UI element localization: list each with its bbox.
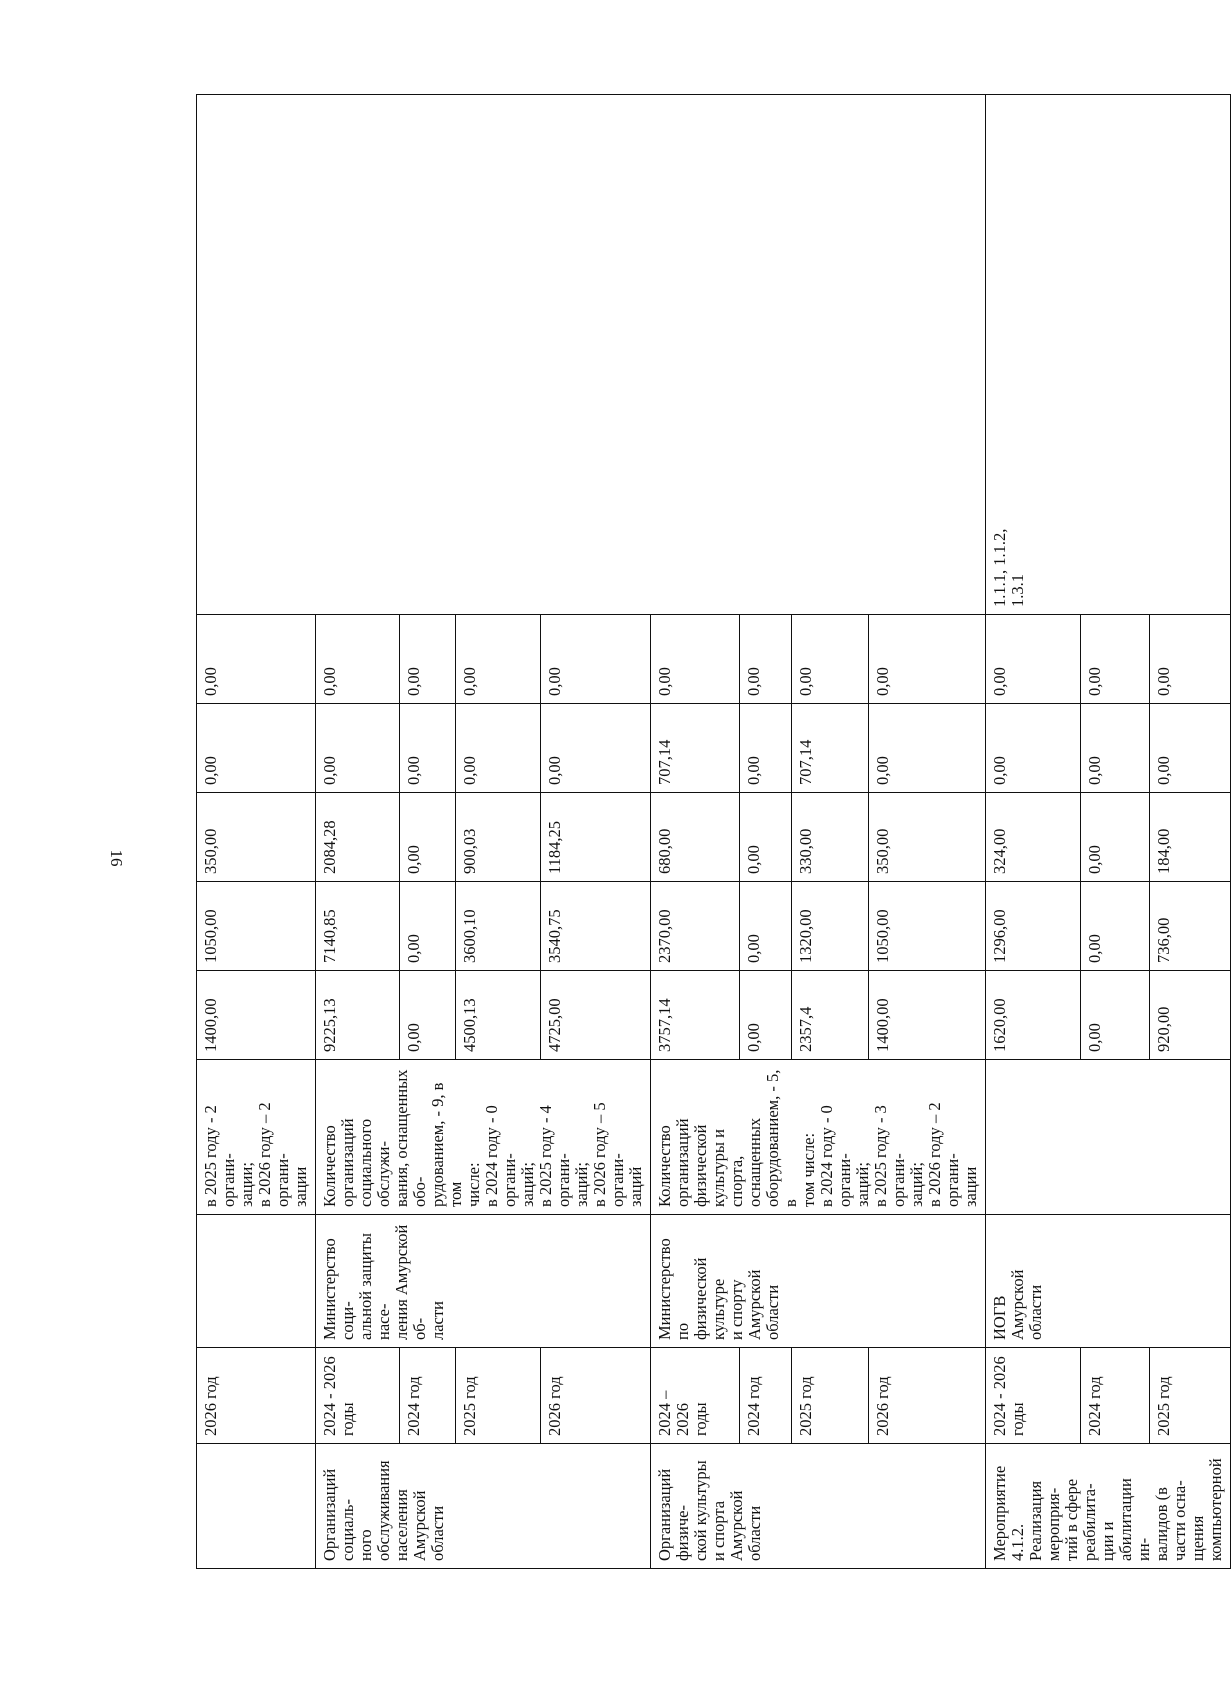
value-federal: 0,00 — [399, 882, 455, 971]
value-federal: 2370,00 — [651, 882, 740, 971]
value-other: 0,00 — [740, 615, 792, 704]
value-total: 9225,13 — [316, 971, 400, 1060]
year-cell: 2026 год — [540, 1348, 650, 1444]
value-local: 0,00 — [1149, 704, 1230, 793]
value-regional: 1184,25 — [540, 793, 650, 882]
value-total: 0,00 — [1081, 971, 1149, 1060]
value-regional: 350,00 — [197, 793, 316, 882]
value-regional: 0,00 — [399, 793, 455, 882]
reference-cell: 1.1.1, 1.1.2, 1.3.1 — [986, 95, 1231, 615]
year-cell: 2026 год — [197, 1348, 316, 1444]
year-cell: 2024 - 2026 годы — [316, 1348, 400, 1444]
value-regional: 0,00 — [740, 793, 792, 882]
value-local: 0,00 — [197, 704, 316, 793]
value-other: 0,00 — [316, 615, 400, 704]
value-local: 707,14 — [792, 704, 869, 793]
value-local: 707,14 — [651, 704, 740, 793]
value-total: 3757,14 — [651, 971, 740, 1060]
value-total: 920,00 — [1149, 971, 1230, 1060]
value-other: 0,00 — [869, 615, 986, 704]
page-number: 16 — [107, 849, 126, 867]
value-other: 0,00 — [1149, 615, 1230, 704]
program-cell: Организаций физиче- ской культуры и спорта Амурской области — [651, 1444, 986, 1569]
executor-cell-empty — [197, 1215, 316, 1348]
value-total: 4500,13 — [455, 971, 540, 1060]
value-federal: 0,00 — [1081, 882, 1149, 971]
value-total: 1400,00 — [197, 971, 316, 1060]
program-cell: Организаций социаль- ного обслуживания населения Амурской области — [316, 1444, 651, 1569]
value-regional: 680,00 — [651, 793, 740, 882]
value-federal: 3600,10 — [455, 882, 540, 971]
value-local: 0,00 — [740, 704, 792, 793]
value-local: 0,00 — [316, 704, 400, 793]
value-federal: 0,00 — [740, 882, 792, 971]
program-cell-empty — [197, 1444, 316, 1569]
value-other: 0,00 — [1081, 615, 1149, 704]
value-other: 0,00 — [399, 615, 455, 704]
value-other: 0,00 — [986, 615, 1081, 704]
value-total: 1620,00 — [986, 971, 1081, 1060]
executor-cell: ИОГВ Амурской области — [986, 1215, 1231, 1348]
value-other: 0,00 — [197, 615, 316, 704]
indicator-cell: в 2025 году - 2 органи- зации; в 2026 году – 2 органи- зации — [197, 1060, 316, 1215]
reference-cell-empty — [197, 95, 986, 615]
table-row — [986, 95, 1081, 1569]
year-cell: 2025 год — [792, 1348, 869, 1444]
value-local: 0,00 — [986, 704, 1081, 793]
year-cell: 2026 год — [869, 1348, 986, 1444]
value-federal: 1320,00 — [792, 882, 869, 971]
value-regional: 350,00 — [869, 793, 986, 882]
value-other: 0,00 — [651, 615, 740, 704]
year-cell: 2024 - 2026 годы — [986, 1348, 1081, 1444]
year-cell: 2025 год — [455, 1348, 540, 1444]
value-federal: 3540,75 — [540, 882, 650, 971]
value-federal: 7140,85 — [316, 882, 400, 971]
value-total: 1400,00 — [869, 971, 986, 1060]
value-regional: 330,00 — [792, 793, 869, 882]
value-total: 2357,4 — [792, 971, 869, 1060]
value-local: 0,00 — [540, 704, 650, 793]
value-other: 0,00 — [540, 615, 650, 704]
value-federal: 736,00 — [1149, 882, 1230, 971]
value-regional: 324,00 — [986, 793, 1081, 882]
indicator-cell: Количество организаций социального обслужи- вания, оснащенных обо- рудованием, - 9, в том числе: в 2024 году - 0 органи- заций; в 2025 году - 4 органи- заций; в 2026 году – 5 органи- заций — [316, 1060, 651, 1215]
value-total: 0,00 — [399, 971, 455, 1060]
value-regional: 0,00 — [1081, 793, 1149, 882]
year-cell: 2024 год — [740, 1348, 792, 1444]
program-cell: Мероприятие 4.1.2. Реализация мероприя- тий в сфере реабилита- ции и абилитации ин- валидов (в части осна- щения компьютерной — [986, 1444, 1231, 1569]
value-regional: 2084,28 — [316, 793, 400, 882]
value-regional: 900,03 — [455, 793, 540, 882]
executor-cell: Министерство соци- альной защиты насе- ления Амурской об- ласти — [316, 1215, 651, 1348]
value-total: 4725,00 — [540, 971, 650, 1060]
program-financing-table — [196, 94, 1231, 1569]
executor-cell: Министерство по физической культуре и спорту Амурской области — [651, 1215, 986, 1348]
value-local: 0,00 — [399, 704, 455, 793]
year-cell: 2025 год — [1149, 1348, 1230, 1444]
value-federal: 1296,00 — [986, 882, 1081, 971]
value-local: 0,00 — [1081, 704, 1149, 793]
value-other: 0,00 — [455, 615, 540, 704]
value-regional: 184,00 — [1149, 793, 1230, 882]
value-other: 0,00 — [792, 615, 869, 704]
indicator-cell: Количество организаций физической культуры и спорта, оснащенных оборудованием, - 5, в том числе: в 2024 году - 0 органи- заций; в 2025 году - 3 органи- заций; в 2026 году – 2 органи- зации — [651, 1060, 986, 1215]
value-total: 0,00 — [740, 971, 792, 1060]
table-row — [197, 95, 316, 1569]
year-cell: 2024 год — [399, 1348, 455, 1444]
value-local: 0,00 — [869, 704, 986, 793]
year-cell: 2024 год — [1081, 1348, 1149, 1444]
value-federal: 1050,00 — [869, 882, 986, 971]
rotated-table-wrapper — [196, 95, 1225, 1569]
indicator-cell-empty — [986, 1060, 1231, 1215]
table-frame — [196, 95, 1225, 1569]
value-local: 0,00 — [455, 704, 540, 793]
value-federal: 1050,00 — [197, 882, 316, 971]
year-cell: 2024 – 2026 годы — [651, 1348, 740, 1444]
